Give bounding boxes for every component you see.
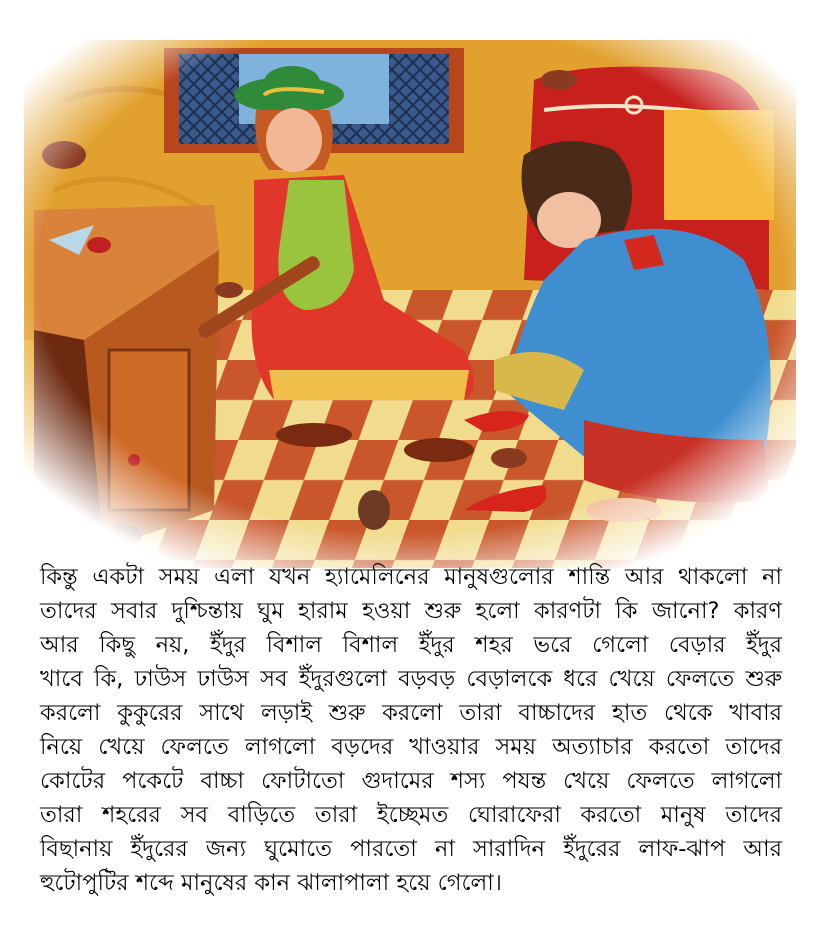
paragraph-line: করলো কুকুরের সাথে লড়াই শুরু করলো তারা বাচ্চাদের হাত থেকে খাবার: [40, 700, 782, 726]
paragraph-line: কিন্তু একটা সময় এলা যখন হ্যামেলিনের মানুষগুলোর শান্তি আর থাকলো না: [40, 564, 782, 590]
paragraph-line: কোটের পকেটে বাচ্চা ফোটাতো গুদামের শস্য পযন্ত খেয়ে ফেলতে লাগলো: [40, 768, 782, 794]
story-paragraph: [40, 560, 782, 900]
paragraph-line: আর কিছু নয়, ইঁদুর বিশাল বিশাল ইঁদুর শহর ভরে গেলো বেড়ার ইঁদুর: [40, 632, 782, 658]
paragraph-line: বিছানায় ইঁদুরের জন্য ঘুমোতে পারতো না সারাদিন ইঁদুরের লাফ-ঝাপ আর: [40, 836, 782, 862]
paragraph-line: খাবে কি, ঢাউস ঢাউস সব ইঁদুরগুলো বড়বড় বেড়ালকে ধরে খেয়ে ফেলতে শুরু: [40, 666, 782, 692]
paragraph-line: তাদের সবার দুশ্চিন্তায় ঘুম হারাম হওয়া শুরু হলো কারণটা কি জানো? কারণ: [40, 598, 782, 624]
paragraph-line: নিয়ে খেয়ে ফেলতে লাগলো বড়দের খাওয়ার সময় অত্যাচার করতো তাদের: [40, 734, 782, 760]
paragraph-line: তারা শহরের সব বাড়িতে তারা ইচ্ছেমত ঘোরাফেরা করতো মানুষ তাদের: [40, 802, 782, 828]
story-illustration: [24, 40, 796, 568]
paragraph-line: হুটোপুটির শব্দে মানুষের কান ঝালাপালা হয়ে গেলো।: [40, 870, 502, 896]
